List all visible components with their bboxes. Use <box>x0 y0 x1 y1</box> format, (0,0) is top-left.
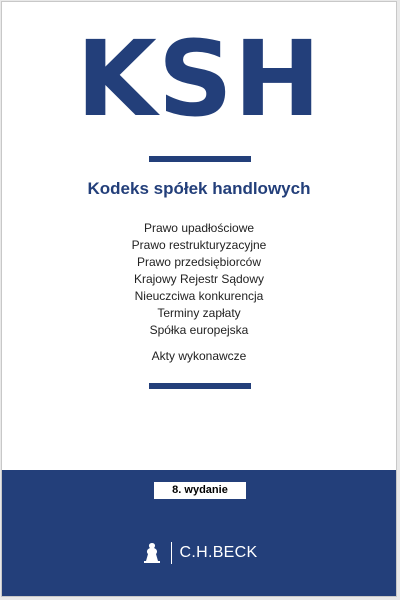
cover-subtitle: Kodeks spółek handlowych <box>87 179 311 198</box>
acts-label: Akty wykonawcze <box>151 349 247 363</box>
topic-item: Prawo przedsiębiorców <box>136 255 262 269</box>
topics-list <box>2 220 396 339</box>
topic-item: Nieuczciwa konkurencja <box>134 289 264 303</box>
publisher-separator <box>171 542 172 564</box>
publisher-name: C.H.BECK <box>179 544 258 561</box>
cover-title: KSH <box>76 18 322 140</box>
topic-item: Spółka europejska <box>149 323 249 337</box>
topic-item: Prawo restrukturyzacyjne <box>131 238 267 252</box>
edition-badge: 8. wydanie <box>154 482 246 499</box>
top-divider <box>149 156 251 162</box>
book-cover <box>1 1 397 597</box>
publisher-block <box>2 539 396 567</box>
topic-item: Prawo upadłościowe <box>143 221 255 235</box>
topic-item: Krajowy Rejestr Sądowy <box>133 272 265 286</box>
middle-divider <box>149 383 251 389</box>
topic-item: Terminy zapłaty <box>157 306 241 320</box>
publisher-logo-icon <box>141 541 163 565</box>
